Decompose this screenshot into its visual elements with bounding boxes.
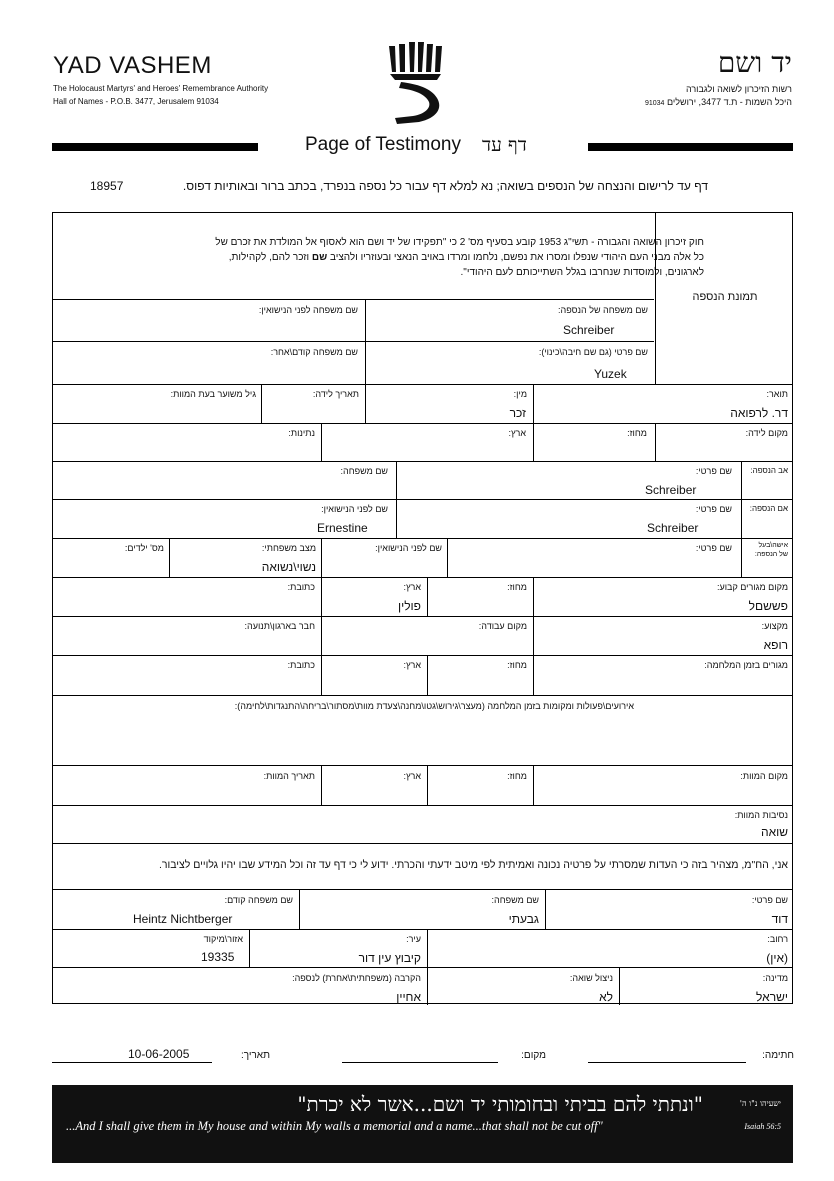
- death-circumstances-label: נסיבות המוות:: [734, 810, 788, 820]
- org-subtitle-he-2: היכל השמות - ת.ד 3477, ירושלים 91034: [644, 97, 792, 107]
- photo-placeholder[interactable]: תמונת הנספה: [692, 291, 758, 303]
- father-label: אב הנספה:: [750, 466, 788, 475]
- org-name-en: YAD VASHEM: [53, 52, 212, 79]
- father-first-label: שם פרטי:: [695, 466, 732, 476]
- country-label: מדינה:: [762, 973, 788, 983]
- title-rule-right: [588, 143, 793, 151]
- birth-district-label: מחוז:: [627, 428, 647, 438]
- serial-number: 18957: [90, 179, 124, 193]
- street-label: רחוב:: [767, 934, 788, 944]
- testimony-form: [52, 212, 793, 1004]
- country-field[interactable]: ישראל: [756, 990, 788, 1004]
- yad-vashem-logo: [385, 42, 447, 126]
- birth-place-label: מקום לידה:: [745, 428, 788, 438]
- father-surname-label: שם משפחה:: [340, 466, 388, 476]
- prev-surname-label: שם משפחה קודם\אחר:: [270, 347, 358, 357]
- victim-surname-label: שם משפחה של הנספה:: [557, 305, 648, 315]
- war-country-label: ארץ:: [403, 660, 421, 670]
- residence-district-label: מחוז:: [507, 582, 527, 592]
- submitter-surname-label: שם משפחה:: [491, 895, 539, 905]
- mother-maiden-label: שם לפני הנישואין:: [321, 504, 388, 514]
- birth-country-label: ארץ:: [508, 428, 526, 438]
- title-label: תואר:: [766, 389, 788, 399]
- first-name-label: שם פרטי (גם שם חיבה\כינוי):: [538, 347, 648, 357]
- org-name-he: יד ושם: [717, 46, 792, 79]
- zip-field[interactable]: 19335: [201, 950, 235, 964]
- submitter-prev-surname-field[interactable]: Heintz Nichtberger: [133, 912, 233, 926]
- residence-label: מקום מגורים קבוע:: [716, 582, 788, 592]
- date-field[interactable]: [52, 1062, 212, 1063]
- submitter-surname-field[interactable]: גבעתי: [508, 912, 539, 926]
- mother-label: אם הנספה:: [749, 504, 788, 513]
- residence-country-field[interactable]: פולין: [397, 599, 421, 613]
- death-country-label: ארץ:: [403, 771, 421, 781]
- gender-label: מין:: [513, 389, 527, 399]
- nationality-label: נתינות:: [288, 428, 315, 438]
- war-district-label: מחוז:: [507, 660, 527, 670]
- death-place-label: מקום המוות:: [740, 771, 788, 781]
- residence-country-label: ארץ:: [403, 582, 421, 592]
- signature-label: חתימה:: [762, 1050, 794, 1061]
- zip-label: אזור\מיקוד: [203, 934, 243, 944]
- war-residence-label: מגורים בזמן המלחמה:: [704, 660, 788, 670]
- spouse-label: אישה\בעל של הנספה:: [754, 542, 788, 558]
- page-title-en: Page of Testimony: [305, 134, 461, 155]
- relation-label: הקרבה (משפחתית\אחרת) לנספה:: [292, 973, 421, 983]
- org-subtitle-en-2: Hall of Names - P.O.B. 3477, Jerusalem 91034: [53, 97, 219, 106]
- footer-banner: [52, 1085, 793, 1163]
- dob-label: תאריך לידה:: [312, 389, 359, 399]
- instructions: דף עד לרישום והנצחה של הנספים בשואה; נא למלא דף עבור כל נספה בנפרד, בכתב ברור ובאותיות דפוס.: [182, 179, 708, 193]
- spouse-maiden-label: שם לפני הנישואין:: [375, 543, 442, 553]
- maiden-name-label: שם משפחה לפני הנישואין:: [258, 305, 358, 315]
- place-label: מקום:: [521, 1050, 546, 1061]
- footer-quote-he: "ונתתי להם בביתי ובחומותי יד ושם...אשר לא יכרת": [297, 1092, 703, 1116]
- date-value: 10-06-2005: [128, 1047, 190, 1061]
- age-at-death-label: גיל משוער בעת המוות:: [170, 389, 256, 399]
- submitter-first-label: שם פרטי:: [751, 895, 788, 905]
- residence-address-label: כתובת:: [287, 582, 315, 592]
- title-field[interactable]: דר. לרפואה: [730, 406, 788, 420]
- city-label: עיר:: [406, 934, 421, 944]
- gender-field[interactable]: זכר: [509, 406, 526, 420]
- profession-field[interactable]: רופא: [763, 638, 788, 652]
- survivor-field[interactable]: לא: [599, 990, 613, 1004]
- footer-quote-he-ref: ישעיהו נ"ו ה': [739, 1099, 781, 1108]
- children-label: מס' ילדים:: [124, 543, 164, 553]
- father-first-field[interactable]: Schreiber: [645, 483, 697, 497]
- street-field[interactable]: (אין): [766, 951, 788, 965]
- family-status-label: מצב משפחתי:: [261, 543, 316, 553]
- place-field[interactable]: [342, 1062, 498, 1063]
- footer-quote-en: ...And I shall give them in My house and within My walls a memorial and a name...that shall not be cut off": [66, 1119, 603, 1133]
- mother-maiden-field[interactable]: Ernestine: [317, 521, 368, 535]
- first-name-field[interactable]: Yuzek: [594, 367, 627, 381]
- submitter-prev-surname-label: שם משפחה קודם:: [224, 895, 293, 905]
- city-field[interactable]: קיבוץ עין דור: [358, 951, 421, 965]
- war-address-label: כתובת:: [287, 660, 315, 670]
- mother-first-field[interactable]: Schreiber: [647, 521, 699, 535]
- title-rule-left: [52, 143, 258, 151]
- footer-quote-en-ref: Isaiah 56:5: [744, 1122, 781, 1131]
- victim-surname-field[interactable]: Schreiber: [563, 323, 615, 337]
- org-subtitle-he-1: רשות הזיכרון לשואה ולגבורה: [685, 84, 792, 94]
- org-member-label: חבר בארגון\תנועה:: [244, 621, 315, 631]
- death-date-label: תאריך המוות:: [263, 771, 315, 781]
- submitter-first-field[interactable]: דוד: [771, 912, 788, 926]
- death-district-label: מחוז:: [507, 771, 527, 781]
- workplace-label: מקום עבודה:: [478, 621, 527, 631]
- page-title-he: דף עד: [482, 134, 527, 156]
- spouse-first-label: שם פרטי:: [695, 543, 732, 553]
- declaration-text: אני, הח"מ, מצהיר בזה כי העדות שמסרתי על פרטיה נכונה ואמיתית לפי מיטב ידעתי והכרתי. ידוע לי כי דף עד זה וכל המידע שבו יהיו גלויים לציבור.: [158, 859, 788, 871]
- profession-label: מקצוע:: [761, 621, 788, 631]
- org-subtitle-en-1: The Holocaust Martyrs' and Heroes' Remembrance Authority: [53, 84, 269, 93]
- mother-first-label: שם פרטי:: [695, 504, 732, 514]
- family-status-field[interactable]: נשוי\נשואה: [261, 560, 316, 574]
- signature-field[interactable]: [588, 1062, 746, 1063]
- events-label: אירועים\פעולות ומקומות בזמן המלחמה (מעצר\גירוש\גטו\מחנה\צעדת מוות\מסתור\בריחה\התנגדות\לחימה):: [234, 701, 634, 711]
- law-text: חוק זיכרון השואה והגבורה - תשי"ג 1953 קובע בסעיף מס' 2 כי "תפקידו של יד ושם הוא לאסוף אל המולדת את זכרם של כל אלה מבני העם היהודי שנפלו ומסרו את נפשם, נלחמו ומרדו באויב הנאצי ובעוזריו ולהציב שם וזכר להם, לקהילות, לארגונים, ולמוסדות שנחרבו בגלל השתייכותם לעם היהודי".: [215, 237, 704, 278]
- relation-field[interactable]: אחיין: [396, 990, 421, 1004]
- residence-field[interactable]: פששםל: [748, 599, 788, 613]
- survivor-label: ניצול שואה:: [569, 973, 613, 983]
- date-label: תאריך:: [240, 1050, 270, 1061]
- death-circumstances-field[interactable]: שואה: [760, 825, 788, 839]
